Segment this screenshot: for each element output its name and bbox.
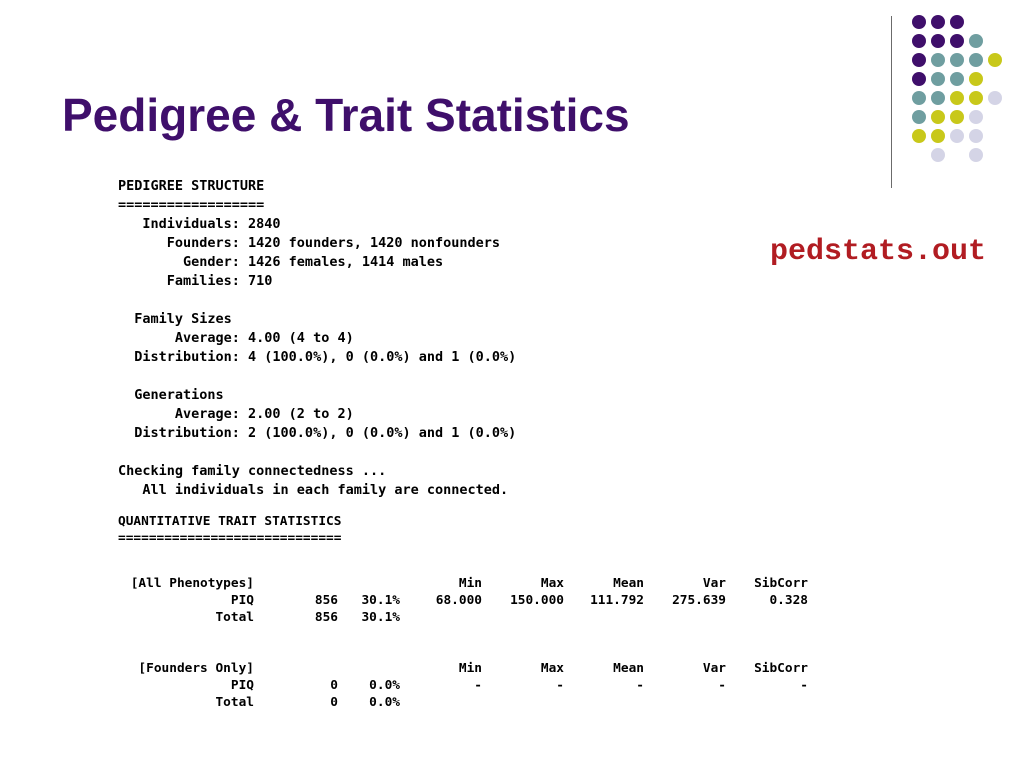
slide-title: Pedigree & Trait Statistics [62,89,630,141]
table-cell [400,694,482,711]
table-cell: Total [215,610,254,625]
individuals-line: Individuals: 2840 [118,216,281,232]
table-header-cell: Mean [613,576,644,591]
table-cell: 856 [314,593,338,608]
table-cell: 0 [330,678,338,693]
decoration-dot [988,53,1002,67]
pedstats-output [118,177,838,500]
table-cell [644,694,726,711]
pedigree-structure-header: PEDIGREE STRUCTURE [118,178,265,194]
table-cell [644,609,726,626]
generations-label: Generations [118,387,224,403]
decoration-dot [931,53,945,67]
table-header-cell: Min [458,661,482,676]
table-cell: - [800,678,808,693]
decoration-dot [969,53,983,67]
table-cell: 30.1% [361,593,400,608]
table-cell: - [636,678,644,693]
table-row [118,592,808,609]
family-sizes-distribution: Distribution: 4 (100.0%), 0 (0.0%) and 1 (0.0%) [118,349,517,365]
gender-line: Gender: 1426 females, 1414 males [118,254,444,270]
table-header-cell: Max [540,661,564,676]
table-cell: PIQ [230,593,254,608]
family-sizes-label: Family Sizes [118,311,232,327]
table-header-cell [254,575,338,592]
decoration-dot [950,110,964,124]
table-cell: 150.000 [510,593,564,608]
quantitative-trait-section [118,513,838,711]
decoration-dot [912,91,926,105]
table-header-cell: Var [702,661,726,676]
connectedness-check: Checking family connectedness ... [118,463,387,479]
connectedness-result: All individuals in each family are connected. [118,482,509,498]
table-cell: - [718,678,726,693]
founders-only-table [118,660,808,711]
decoration-dot [931,15,945,29]
table-cell [726,609,808,626]
table-header-cell: SibCorr [754,576,808,591]
output-filename: pedstats.out [769,235,986,269]
table-header-cell: [All Phenotypes] [130,576,254,591]
decoration-dot [950,91,964,105]
decoration-dot [931,148,945,162]
table-header-cell: Mean [613,661,644,676]
table-cell [564,609,644,626]
table-cell: 275.639 [672,593,726,608]
table-header-row [118,575,808,592]
table-header-cell: Var [702,576,726,591]
table-header-row [118,660,808,677]
decoration-dot [969,110,983,124]
table-header-cell: Max [540,576,564,591]
decoration-dot [912,53,926,67]
decoration-dot [912,34,926,48]
table-row [118,609,808,626]
decoration-dot [931,110,945,124]
decoration-dot [950,15,964,29]
generations-average: Average: 2.00 (2 to 2) [118,406,354,422]
table-row [118,677,808,694]
qt-statistics-rule: ============================= [118,531,342,546]
divider-line [891,16,892,188]
family-sizes-average: Average: 4.00 (4 to 4) [118,330,354,346]
decoration-dot [931,34,945,48]
table-cell: 0.328 [769,593,808,608]
table-cell: 856 [314,610,338,625]
table-cell [726,694,808,711]
table-cell: 0.0% [369,695,400,710]
table-cell: - [474,678,482,693]
table-header-cell: [Founders Only] [138,661,254,676]
table-cell: 111.792 [590,593,644,608]
table-cell: PIQ [230,678,254,693]
decoration-dot [912,110,926,124]
generations-distribution: Distribution: 2 (100.0%), 0 (0.0%) and 1 (0.0%) [118,425,517,441]
table-header-cell: Min [458,576,482,591]
table-cell: 68.000 [435,593,482,608]
decoration-dot [950,129,964,143]
decoration-dot [931,72,945,86]
table-cell [400,609,482,626]
table-cell [482,694,564,711]
decoration-dot [969,129,983,143]
families-line: Families: 710 [118,273,273,289]
table-header-cell [338,575,400,592]
table-header-cell [338,660,400,677]
table-cell [564,694,644,711]
table-cell [482,609,564,626]
qt-statistics-header: QUANTITATIVE TRAIT STATISTICS [118,514,342,529]
decoration-dot [912,15,926,29]
decoration-dot [969,148,983,162]
decoration-dot [969,91,983,105]
table-cell: 0.0% [369,678,400,693]
decoration-dot [969,34,983,48]
table-cell: - [556,678,564,693]
decoration-dot [931,91,945,105]
decoration-dot [931,129,945,143]
decoration-dot [988,91,1002,105]
pedigree-structure-rule: ================== [118,197,265,213]
table-header-cell [254,660,338,677]
table-cell: Total [215,695,254,710]
decoration-dot [969,72,983,86]
decoration-dot [950,72,964,86]
decoration-dot [950,53,964,67]
decoration-dot [912,72,926,86]
all-phenotypes-table [118,575,808,626]
decoration-dot [912,129,926,143]
table-row [118,694,808,711]
decoration-dot [950,34,964,48]
table-header-cell: SibCorr [754,661,808,676]
table-cell: 30.1% [361,610,400,625]
table-cell: 0 [330,695,338,710]
founders-line: Founders: 1420 founders, 1420 nonfounders [118,235,501,251]
